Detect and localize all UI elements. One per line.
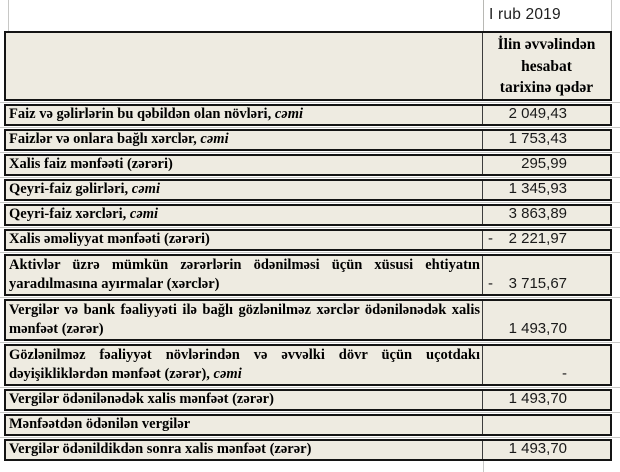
gridline-vertical: [611, 0, 612, 31]
row-gap: [0, 341, 620, 344]
row-label-cell: [6, 206, 483, 224]
row-label-suffix: cəmi: [213, 366, 242, 382]
row-gap: [0, 176, 620, 179]
row-label-cell: [6, 346, 483, 384]
table-row: [4, 389, 612, 411]
gridline-vertical: [8, 0, 9, 31]
header-line: hesabat: [521, 57, 572, 75]
row-value-cell: [483, 156, 610, 174]
row-label: Qeyri-faiz xərcləri,: [9, 206, 127, 222]
row-value-cell: [483, 106, 610, 124]
row-label-cell: [6, 231, 483, 249]
row-label-cell: [6, 106, 483, 124]
header-line: tarixinə qədər: [499, 79, 594, 96]
table-row: [4, 414, 612, 436]
row-label-cell: [6, 391, 483, 409]
row-label-cell: [6, 441, 483, 459]
row-value-cell: [483, 346, 610, 384]
row-label-suffix: cəmi: [274, 106, 304, 122]
table-row: [4, 204, 612, 226]
row-gap: [0, 411, 620, 414]
row-label: Vergilər ödənilənədək xalis mənfəət (zərər): [9, 391, 274, 407]
gridline-vertical: [483, 461, 484, 472]
row-label-cell: [6, 181, 483, 199]
row-label-suffix: cəmi: [129, 206, 159, 222]
row-value-cell: [483, 416, 610, 434]
row-label-suffix: cəmi: [131, 181, 160, 197]
row-value-cell: [483, 206, 610, 224]
table-row: [4, 179, 612, 201]
row-value: 2 221,97: [508, 230, 567, 247]
row-gap: [0, 126, 620, 129]
row-gap: [0, 151, 620, 154]
gridline-vertical: [483, 0, 484, 31]
row-label: Vergilər ödənildikdən sonra xalis mənfəət (zərər): [9, 441, 312, 457]
table-row: [4, 299, 612, 341]
row-label-cell: [6, 416, 483, 434]
zero-dash: -: [562, 365, 567, 382]
row-value-cell: [483, 441, 610, 459]
table-row: [4, 254, 612, 296]
row-value: 1 345,93: [508, 180, 567, 197]
row-label: Mənfəətdən ödənilən vergilər: [9, 416, 191, 432]
row-label: Vergilər və bank fəaliyyəti ilə bağlı gözlənilməz xərclər ödənilənədək xalis mənfəət (zərər): [9, 302, 480, 337]
row-value: 3 863,89: [508, 205, 567, 222]
row-gap: [0, 201, 620, 204]
row-value: 1 753,43: [508, 130, 567, 147]
row-label: Gözlənilməz fəaliyyət növlərindən və əvvəlki dövr üçün uçotdakı dəyişikliklərdən mənfəət (zərər),: [9, 347, 480, 382]
row-label-suffix: cəmi: [200, 131, 229, 147]
row-value-cell: [483, 231, 610, 249]
row-gap: [0, 251, 620, 254]
row-value-cell: [483, 131, 610, 149]
table-row: [4, 104, 612, 126]
row-label-cell: [6, 156, 483, 174]
row-value: 1 493,70: [508, 320, 567, 337]
table-row: [4, 344, 612, 386]
row-value-cell: [483, 181, 610, 199]
row-label: Xalis əməliyyat mənfəəti (zərəri): [9, 231, 210, 247]
row-gap: [0, 226, 620, 229]
row-label: Faiz və gəlirlərin bu qəbildən olan növləri,: [9, 106, 272, 122]
row-value: 1 493,70: [508, 390, 567, 407]
row-label: Aktivlər üzrə mümkün zərərlərin ödənilməsi üçün xüsusi ehtiyatın yaradılmasına ayırmalar (xərclər): [9, 257, 480, 292]
row-value-cell: [483, 391, 610, 409]
header-line: İlin əvvəlindən: [497, 36, 596, 53]
column-header-cell: [483, 33, 610, 99]
row-gap: [0, 101, 620, 104]
row-value: 3 715,67: [508, 275, 567, 292]
row-label-cell: [6, 301, 483, 339]
row-gap: [0, 296, 620, 299]
negative-sign: -: [488, 275, 493, 292]
table-row: [4, 154, 612, 176]
table-row: [4, 229, 612, 251]
row-label-cell: [6, 256, 483, 294]
row-label: Faizlər və onlara bağlı xərclər,: [9, 131, 197, 147]
row-value-cell: [483, 256, 610, 294]
header-empty-cell: [6, 33, 483, 99]
row-value: 295,99: [521, 155, 567, 172]
report-table: [4, 31, 612, 461]
period-row: [0, 0, 620, 31]
row-gap: [0, 436, 620, 439]
table-row: [4, 439, 612, 461]
row-label: Qeyri-faiz gəlirləri,: [9, 181, 129, 197]
table-row: [4, 129, 612, 151]
row-value-cell: [483, 301, 610, 339]
row-value: 1 493,70: [508, 440, 567, 457]
row-label: Xalis faiz mənfəəti (zərəri): [9, 156, 173, 172]
table-header-row: [4, 31, 612, 101]
negative-sign: -: [488, 230, 493, 247]
row-label-cell: [6, 131, 483, 149]
period-label: I rub 2019: [489, 6, 561, 23]
row-value: 2 049,43: [508, 105, 567, 122]
row-gap: [0, 386, 620, 389]
